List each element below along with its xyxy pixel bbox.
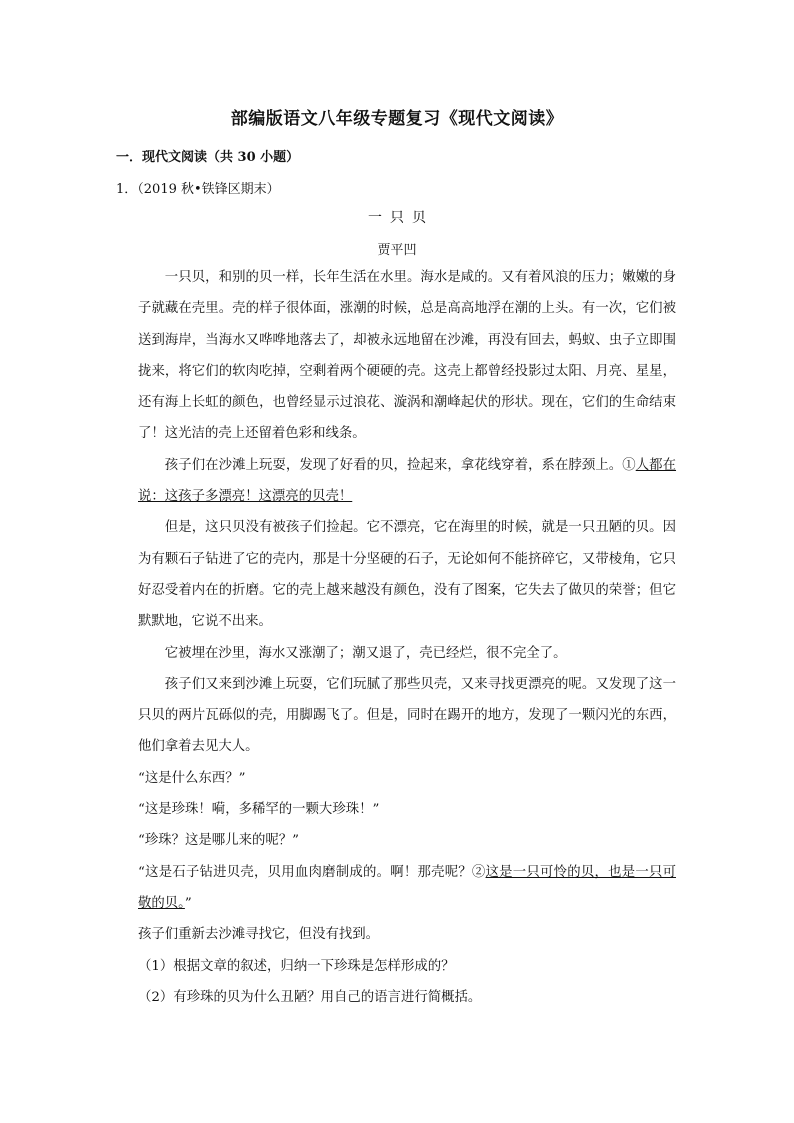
document-title: 部编版语文八年级专题复习《现代文阅读》: [230, 109, 564, 129]
article-author: 贾平凹: [377, 243, 417, 258]
article-title: 一只贝: [368, 210, 434, 226]
question-1: （1）根据文章的叙述，归纳一下珍珠是怎样形成的？: [138, 958, 455, 974]
question-header: 1．（2019 秋•铁锋区期末）: [116, 182, 280, 197]
section-heading: 一．现代文阅读（共 30 小题）: [116, 150, 300, 165]
dialogue-line-4-end: ”: [184, 895, 192, 911]
dialogue-line-1: “这是什么东西？”: [138, 770, 246, 786]
dialogue-line-4-text: “这是石子钻进贝壳，贝用血肉磨制成的。啊！那壳呢？②: [138, 864, 486, 880]
dialogue-line-3: “珍珠？这是哪儿来的呢？”: [138, 833, 299, 849]
question-2: （2）有珍珠的贝为什么丑陋？用自己的语言进行简概括。: [138, 989, 482, 1005]
paragraph-6: 孩子们重新去沙滩寻找它，但没有找到。: [138, 927, 380, 943]
dialogue-line-2: “这是珍珠！嗬，多稀罕的一颗大珍珠！”: [138, 802, 380, 818]
paragraph-3: 但是，这只贝没有被孩子们捡起。它不漂亮，它在海里的时候，就是一只丑陋的贝。因为有颗石子钻进了它的壳内，那是十分坚硬的石子，无论如何不能挤碎它，又带棱角，它只好忍受着内在的折磨。它的壳上越来越没有颜色，没有了图案，它失去了做贝的荣誉；但它默默地，它说不出来。: [138, 520, 676, 630]
paragraph-5: 孩子们又来到沙滩上玩耍，它们玩腻了那些贝壳，又来寻找更漂亮的呢。又发现了这一只贝的两片瓦砾似的壳，用脚踢飞了。但是，同时在踢开的地方，发现了一颗闪光的东西，他们拿着去见大人。: [138, 676, 676, 755]
underlined-sentence-2: 这是一只可怜的贝，也是一只可敬的贝。: [138, 864, 676, 911]
paragraph-1: 一只贝，和别的贝一样，长年生活在水里。海水是咸的。又有着风浪的压力；嫩嫩的身子就藏在壳里。壳的样子很体面，涨潮的时候，总是高高地浮在潮的上头。有一次，它们被送到海岸，当海水又哗哗地落去了，却被永远地留在沙滩，再没有回去，蚂蚁、虫子立即围拢来，将它们的软肉吃掉，空剩着两个硬硬的壳。这壳上都曾经投影过太阳、月亮、星星，还有海上长虹的颜色，也曾经显示过浪花、漩涡和潮峰起伏的形状。现在，它们的生命结束了！这光洁的壳上还留着色彩和线条。: [138, 270, 676, 442]
dialogue-line-4: [138, 857, 676, 920]
paragraph-2: [138, 450, 676, 513]
article-body: [138, 262, 676, 1013]
underlined-sentence-1: 人都在说：这孩子多漂亮！这漂亮的贝壳！: [138, 457, 677, 505]
paragraph-2-text: 孩子们在沙滩上玩耍，发现了好看的贝，捡起来，拿花线穿着，系在脖颈上。①: [164, 457, 636, 473]
paragraph-4: 它被埋在沙里，海水又涨潮了；潮又退了，壳已经烂，很不完全了。: [164, 645, 567, 661]
